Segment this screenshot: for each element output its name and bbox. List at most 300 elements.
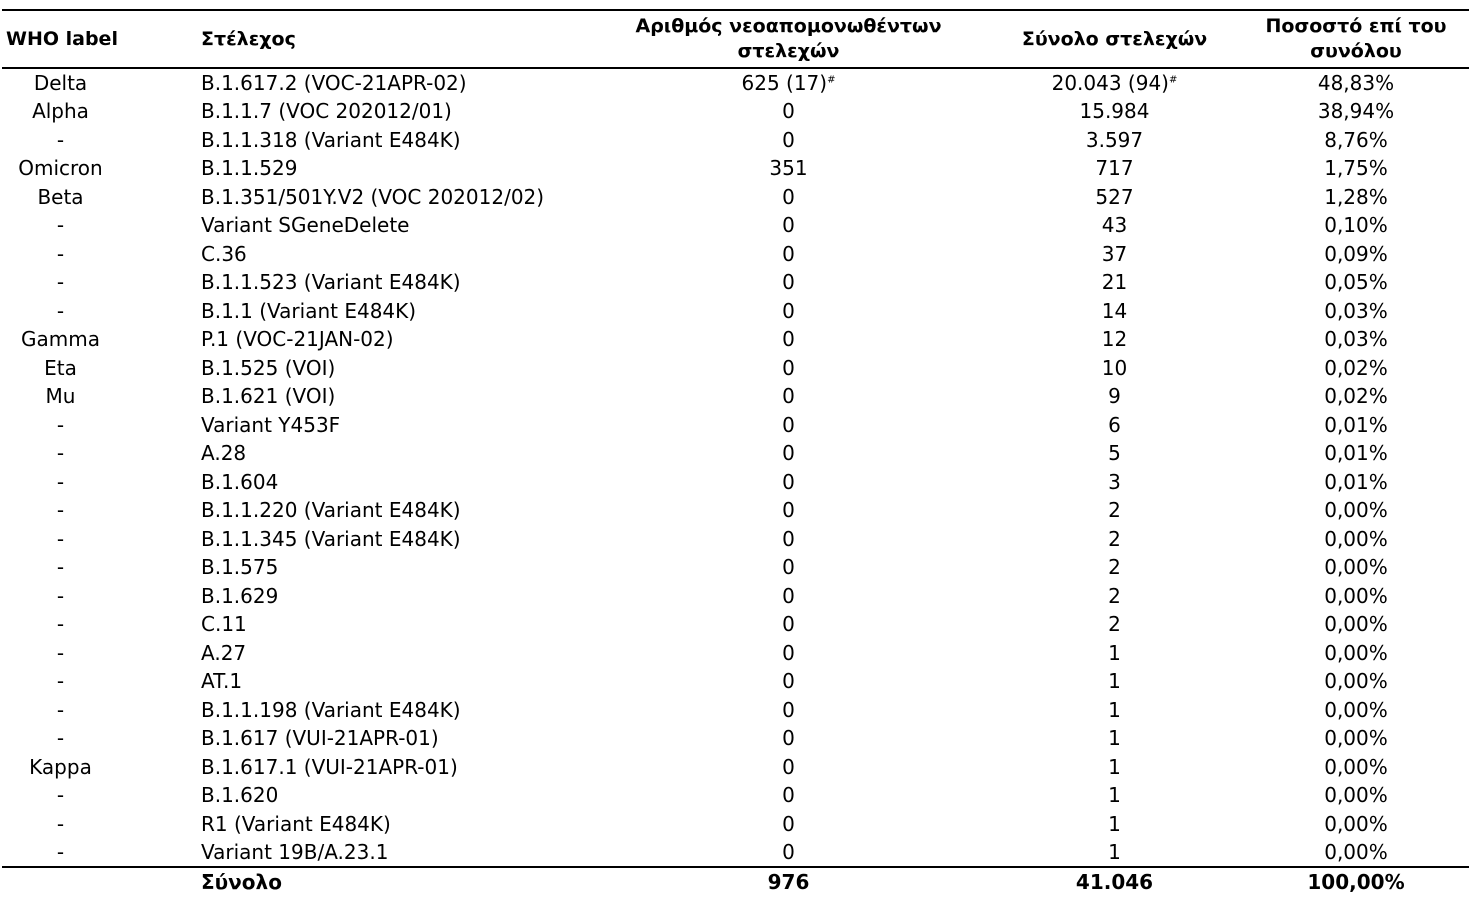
who-label-cell-text: - (56, 783, 65, 808)
strain-cell-text: Variant SGeneDelete (201, 213, 410, 238)
strain-cell (201, 553, 591, 582)
table-row (2, 211, 1469, 240)
total-strains-cell (986, 126, 1243, 155)
percentage-cell (1243, 97, 1469, 126)
new-isolates-cell (591, 68, 986, 97)
strain-cell (201, 68, 591, 97)
new-isolates-cell-text: 0 (782, 469, 795, 494)
new-isolates-cell (591, 240, 986, 269)
percentage-cell-text: 48,83% (1317, 71, 1395, 95)
total-strains-cell-text: 1 (1108, 726, 1121, 751)
table-row (2, 724, 1469, 753)
who-label-cell-text: - (56, 726, 65, 751)
total-strains-cell-text: 21 (1101, 270, 1128, 295)
percentage-cell-text: 38,94% (1317, 99, 1395, 124)
percentage-cell-text: 8,76% (1324, 127, 1388, 152)
total-strains-cell-text: 1 (1108, 697, 1121, 722)
strain-cell-text: B.1.620 (201, 783, 279, 808)
percentage-cell-text: 0,00% (1324, 697, 1388, 722)
strain-cell (201, 639, 591, 668)
who-label-cell-text: Omicron (18, 156, 103, 181)
who-label-cell-text: Delta (33, 71, 88, 95)
strain-cell-text: Variant 19B/A.23.1 (201, 840, 389, 864)
who-label-cell-text: - (56, 669, 65, 694)
table-row (2, 496, 1469, 525)
new-isolates-cell (591, 639, 986, 668)
who-label-cell (2, 724, 201, 753)
percentage-cell (1243, 667, 1469, 696)
strain-cell-text: R1 (Variant E484K) (201, 811, 391, 836)
percentage-cell-text: 0,00% (1324, 640, 1388, 665)
who-label-cell (2, 753, 201, 782)
percentage-cell (1243, 68, 1469, 97)
new-isolates-cell-text: 0 (782, 412, 795, 437)
variants-table-document (2, 9, 1465, 896)
table-row (2, 183, 1469, 212)
who-label-cell-text: - (56, 469, 65, 494)
percentage-cell (1243, 382, 1469, 411)
who-label-cell (2, 810, 201, 839)
percentage-cell-text: 0,09% (1324, 241, 1388, 266)
who-label-cell (2, 696, 201, 725)
new-isolates-cell-text: 625 (17) (741, 71, 828, 95)
table-row (2, 411, 1469, 440)
new-isolates-cell-text: 0 (782, 583, 795, 608)
new-isolates-cell-text: 0 (782, 241, 795, 266)
strain-cell-text: C.11 (201, 612, 247, 637)
strain-cell-text: AT.1 (201, 669, 243, 694)
strain-cell-text: B.1.617.1 (VUI-21APR-01) (201, 754, 458, 779)
total-strains-cell (986, 724, 1243, 753)
total-strains-cell-text: 2 (1108, 555, 1121, 580)
new-isolates-cell (591, 354, 986, 383)
total-strains-cell-text: 1 (1108, 811, 1121, 836)
strain-cell-text: B.1.575 (201, 555, 279, 580)
new-isolates-cell-text: 0 (782, 384, 795, 409)
table-row (2, 810, 1469, 839)
strain-cell (201, 126, 591, 155)
new-isolates-cell-text: 0 (782, 811, 795, 836)
new-isolates-cell (591, 325, 986, 354)
new-isolates-cell-text: 0 (782, 99, 795, 124)
percentage-cell-text: 0,00% (1324, 526, 1388, 551)
percentage-cell (1243, 439, 1469, 468)
percentage-cell-text: 1,28% (1324, 184, 1388, 209)
strain-cell-text: B.1.1.345 (Variant E484K) (201, 526, 461, 551)
header-total-strains: Σύνολο στελεχών (986, 10, 1243, 68)
total-strains-cell (986, 183, 1243, 212)
new-isolates-cell-text: 0 (782, 783, 795, 808)
who-label-cell (2, 240, 201, 269)
percentage-cell (1243, 781, 1469, 810)
footer-new-total: 976 (591, 867, 986, 896)
who-label-cell-text: - (56, 270, 65, 295)
who-label-cell-text: - (56, 811, 65, 836)
strain-cell (201, 468, 591, 497)
strain-cell-text: B.1.525 (VOI) (201, 355, 336, 380)
total-strains-cell-text: 14 (1101, 298, 1128, 323)
who-label-cell-text: Eta (44, 355, 77, 380)
new-isolates-cell-text: 0 (782, 184, 795, 209)
total-strains-cell (986, 781, 1243, 810)
strain-cell (201, 667, 591, 696)
new-isolates-cell-text: 0 (782, 127, 795, 152)
new-isolates-cell (591, 781, 986, 810)
percentage-cell (1243, 553, 1469, 582)
new-isolates-cell (591, 211, 986, 240)
percentage-cell (1243, 268, 1469, 297)
new-isolates-cell-text: 351 (769, 156, 808, 181)
new-isolates-cell-text: 0 (782, 697, 795, 722)
percentage-cell-text: 0,02% (1324, 384, 1388, 409)
new-isolates-cell (591, 468, 986, 497)
percentage-cell-text: 0,01% (1324, 441, 1388, 466)
total-strains-cell-text: 15.984 (1079, 99, 1150, 124)
percentage-cell-text: 0,03% (1324, 327, 1388, 352)
total-strains-cell-text: 1 (1108, 783, 1121, 808)
new-isolates-cell-text: 0 (782, 213, 795, 238)
strain-cell (201, 382, 591, 411)
total-strains-cell (986, 97, 1243, 126)
strain-cell (201, 696, 591, 725)
total-strains-cell (986, 154, 1243, 183)
table-row (2, 696, 1469, 725)
strain-cell (201, 838, 591, 867)
percentage-cell-text: 0,00% (1324, 555, 1388, 580)
who-label-cell (2, 126, 201, 155)
strain-cell-text: B.1.1.220 (Variant E484K) (201, 498, 461, 523)
percentage-cell-text: 0,00% (1324, 669, 1388, 694)
footer-row (2, 867, 1469, 896)
new-isolates-cell (591, 610, 986, 639)
strain-cell-text: B.1.621 (VOI) (201, 384, 336, 409)
header-new-isolates: Αριθμός νεοαπομονωθέντων στελεχών (591, 10, 986, 68)
total-strains-cell-text: 1 (1108, 840, 1121, 864)
who-label-cell-text: - (56, 612, 65, 637)
strain-cell (201, 354, 591, 383)
who-label-cell (2, 297, 201, 326)
strain-cell-text: B.1.617.2 (VOC-21APR-02) (201, 71, 467, 95)
variants-table (2, 9, 1469, 896)
new-isolates-cell-text: 0 (782, 726, 795, 751)
who-label-cell (2, 667, 201, 696)
new-isolates-cell-text: 0 (782, 526, 795, 551)
table-row (2, 268, 1469, 297)
new-isolates-cell (591, 183, 986, 212)
new-isolates-cell (591, 724, 986, 753)
who-label-cell (2, 411, 201, 440)
strain-cell (201, 753, 591, 782)
who-label-cell-text: - (56, 555, 65, 580)
strain-cell-text: B.1.629 (201, 583, 279, 608)
table-row (2, 297, 1469, 326)
total-strains-cell-text: 2 (1108, 583, 1121, 608)
strain-cell-text: B.1.1.523 (Variant E484K) (201, 270, 461, 295)
strain-cell (201, 154, 591, 183)
who-label-cell (2, 211, 201, 240)
total-strains-cell-text: 2 (1108, 612, 1121, 637)
strain-cell-text: B.1.351/501Y.V2 (VOC 202012/02) (201, 184, 545, 209)
total-strains-cell (986, 838, 1243, 867)
table-footer (2, 867, 1469, 896)
total-strains-cell-text: 9 (1108, 384, 1121, 409)
who-label-cell (2, 354, 201, 383)
new-isolates-cell (591, 667, 986, 696)
table-row (2, 610, 1469, 639)
new-isolates-cell-text: 0 (782, 270, 795, 295)
table-row (2, 582, 1469, 611)
new-isolates-cell (591, 126, 986, 155)
who-label-cell (2, 325, 201, 354)
percentage-cell-text: 0,01% (1324, 469, 1388, 494)
table-row (2, 838, 1469, 867)
total-strains-cell (986, 468, 1243, 497)
total-strains-cell (986, 382, 1243, 411)
total-strains-cell (986, 525, 1243, 554)
new-isolates-cell (591, 268, 986, 297)
percentage-cell-text: 0,00% (1324, 583, 1388, 608)
footnote-mark: # (1169, 74, 1178, 86)
strain-cell-text: A.28 (201, 441, 247, 466)
total-strains-cell-text: 3 (1108, 469, 1121, 494)
who-label-cell-text: - (56, 241, 65, 266)
percentage-cell (1243, 126, 1469, 155)
table-row (2, 68, 1469, 97)
who-label-cell (2, 639, 201, 668)
total-strains-cell-text: 37 (1101, 241, 1128, 266)
who-label-cell (2, 468, 201, 497)
who-label-cell (2, 610, 201, 639)
strain-cell (201, 781, 591, 810)
total-strains-cell-text: 12 (1101, 327, 1128, 352)
table-header (2, 10, 1469, 68)
percentage-cell-text: 0,00% (1324, 726, 1388, 751)
table-row (2, 553, 1469, 582)
table-row (2, 753, 1469, 782)
percentage-cell (1243, 582, 1469, 611)
percentage-cell-text: 0,00% (1324, 811, 1388, 836)
footer-label: Σύνολο (201, 867, 591, 896)
new-isolates-cell (591, 496, 986, 525)
who-label-cell-text: Gamma (21, 327, 100, 352)
total-strains-cell-text: 20.043 (94) (1051, 71, 1169, 95)
new-isolates-cell (591, 582, 986, 611)
percentage-cell (1243, 411, 1469, 440)
who-label-cell (2, 781, 201, 810)
who-label-cell-text: Kappa (29, 754, 92, 779)
percentage-cell-text: 0,00% (1324, 840, 1388, 864)
strain-cell-text: B.1.1.318 (Variant E484K) (201, 127, 461, 152)
new-isolates-cell-text: 0 (782, 298, 795, 323)
strain-cell (201, 439, 591, 468)
percentage-cell (1243, 240, 1469, 269)
new-isolates-cell (591, 553, 986, 582)
total-strains-cell (986, 439, 1243, 468)
strain-cell-text: A.27 (201, 640, 247, 665)
strain-cell-text: B.1.1.529 (201, 156, 298, 181)
strain-cell (201, 496, 591, 525)
new-isolates-cell-text: 0 (782, 555, 795, 580)
strain-cell-text: Variant Y453F (201, 412, 341, 437)
new-isolates-cell (591, 810, 986, 839)
total-strains-cell (986, 582, 1243, 611)
percentage-cell (1243, 468, 1469, 497)
total-strains-cell (986, 696, 1243, 725)
percentage-cell (1243, 211, 1469, 240)
new-isolates-cell (591, 439, 986, 468)
new-isolates-cell-text: 0 (782, 498, 795, 523)
new-isolates-cell (591, 753, 986, 782)
strain-cell-text: B.1.1.198 (Variant E484K) (201, 697, 461, 722)
percentage-cell-text: 0,05% (1324, 270, 1388, 295)
strain-cell (201, 724, 591, 753)
table-row (2, 354, 1469, 383)
percentage-cell-text: 0,03% (1324, 298, 1388, 323)
percentage-cell (1243, 639, 1469, 668)
table-row (2, 325, 1469, 354)
strain-cell (201, 240, 591, 269)
who-label-cell (2, 582, 201, 611)
table-row (2, 240, 1469, 269)
strain-cell-text: P.1 (VOC-21JAN-02) (201, 327, 394, 352)
percentage-cell (1243, 525, 1469, 554)
header-row (2, 10, 1469, 68)
strain-cell-text: C.36 (201, 241, 247, 266)
total-strains-cell (986, 211, 1243, 240)
new-isolates-cell (591, 97, 986, 126)
total-strains-cell (986, 810, 1243, 839)
total-strains-cell (986, 753, 1243, 782)
footer-empty-cell (2, 867, 201, 896)
who-label-cell (2, 553, 201, 582)
who-label-cell (2, 154, 201, 183)
strain-cell (201, 325, 591, 354)
table-row (2, 97, 1469, 126)
table-row (2, 525, 1469, 554)
strain-cell-text: B.1.1.7 (VOC 202012/01) (201, 99, 452, 124)
new-isolates-cell-text: 0 (782, 840, 795, 864)
header-strain: Στέλεχος (201, 10, 591, 68)
footer-percentage: 100,00% (1243, 867, 1469, 896)
percentage-cell-text: 0,00% (1324, 498, 1388, 523)
total-strains-cell-text: 527 (1095, 184, 1134, 209)
who-label-cell (2, 525, 201, 554)
table-row (2, 382, 1469, 411)
new-isolates-cell (591, 297, 986, 326)
who-label-cell (2, 496, 201, 525)
percentage-cell (1243, 325, 1469, 354)
table-body (2, 68, 1469, 867)
who-label-cell (2, 268, 201, 297)
total-strains-cell (986, 297, 1243, 326)
new-isolates-cell (591, 411, 986, 440)
strain-cell (201, 268, 591, 297)
strain-cell (201, 610, 591, 639)
who-label-cell-text: - (56, 840, 65, 864)
new-isolates-cell (591, 154, 986, 183)
percentage-cell (1243, 496, 1469, 525)
new-isolates-cell-text: 0 (782, 640, 795, 665)
new-isolates-cell (591, 696, 986, 725)
new-isolates-cell-text: 0 (782, 669, 795, 694)
who-label-cell (2, 183, 201, 212)
footer-total: 41.046 (986, 867, 1243, 896)
total-strains-cell-text: 5 (1108, 441, 1121, 466)
percentage-cell (1243, 354, 1469, 383)
new-isolates-cell-text: 0 (782, 441, 795, 466)
new-isolates-cell-text: 0 (782, 327, 795, 352)
strain-cell (201, 810, 591, 839)
who-label-cell (2, 439, 201, 468)
new-isolates-cell (591, 525, 986, 554)
total-strains-cell (986, 354, 1243, 383)
strain-cell (201, 211, 591, 240)
new-isolates-cell (591, 838, 986, 867)
strain-cell (201, 183, 591, 212)
percentage-cell-text: 0,02% (1324, 355, 1388, 380)
table-row (2, 667, 1469, 696)
who-label-cell-text: - (56, 640, 65, 665)
table-row (2, 468, 1469, 497)
total-strains-cell (986, 610, 1243, 639)
total-strains-cell-text: 717 (1095, 156, 1134, 181)
strain-cell (201, 582, 591, 611)
total-strains-cell-text: 10 (1101, 355, 1128, 380)
table-row (2, 639, 1469, 668)
table-row (2, 439, 1469, 468)
total-strains-cell-text: 1 (1108, 669, 1121, 694)
total-strains-cell (986, 411, 1243, 440)
percentage-cell-text: 0,00% (1324, 754, 1388, 779)
percentage-cell (1243, 610, 1469, 639)
new-isolates-cell-text: 0 (782, 612, 795, 637)
percentage-cell (1243, 297, 1469, 326)
table-row (2, 781, 1469, 810)
total-strains-cell (986, 496, 1243, 525)
total-strains-cell-text: 6 (1108, 412, 1121, 437)
total-strains-cell-text: 2 (1108, 498, 1121, 523)
header-who-label: WHO label (2, 10, 201, 68)
who-label-cell-text: Mu (45, 384, 76, 409)
strain-cell (201, 297, 591, 326)
total-strains-cell-text: 1 (1108, 640, 1121, 665)
new-isolates-cell-text: 0 (782, 754, 795, 779)
strain-cell-text: B.1.1 (Variant E484K) (201, 298, 417, 323)
table-row (2, 154, 1469, 183)
total-strains-cell (986, 667, 1243, 696)
percentage-cell-text: 0,00% (1324, 612, 1388, 637)
footnote-mark: # (827, 74, 836, 86)
total-strains-cell (986, 553, 1243, 582)
total-strains-cell-text: 2 (1108, 526, 1121, 551)
who-label-cell-text: Alpha (32, 99, 89, 124)
total-strains-cell-text: 3.597 (1085, 127, 1144, 152)
who-label-cell (2, 97, 201, 126)
who-label-cell-text: - (56, 441, 65, 466)
strain-cell (201, 97, 591, 126)
who-label-cell-text: - (56, 583, 65, 608)
percentage-cell (1243, 154, 1469, 183)
who-label-cell-text: - (56, 526, 65, 551)
new-isolates-cell (591, 382, 986, 411)
total-strains-cell-text: 43 (1101, 213, 1128, 238)
total-strains-cell (986, 268, 1243, 297)
percentage-cell-text: 0,10% (1324, 213, 1388, 238)
strain-cell (201, 525, 591, 554)
who-label-cell-text: - (56, 213, 65, 238)
who-label-cell-text: - (56, 498, 65, 523)
total-strains-cell-text: 1 (1108, 754, 1121, 779)
